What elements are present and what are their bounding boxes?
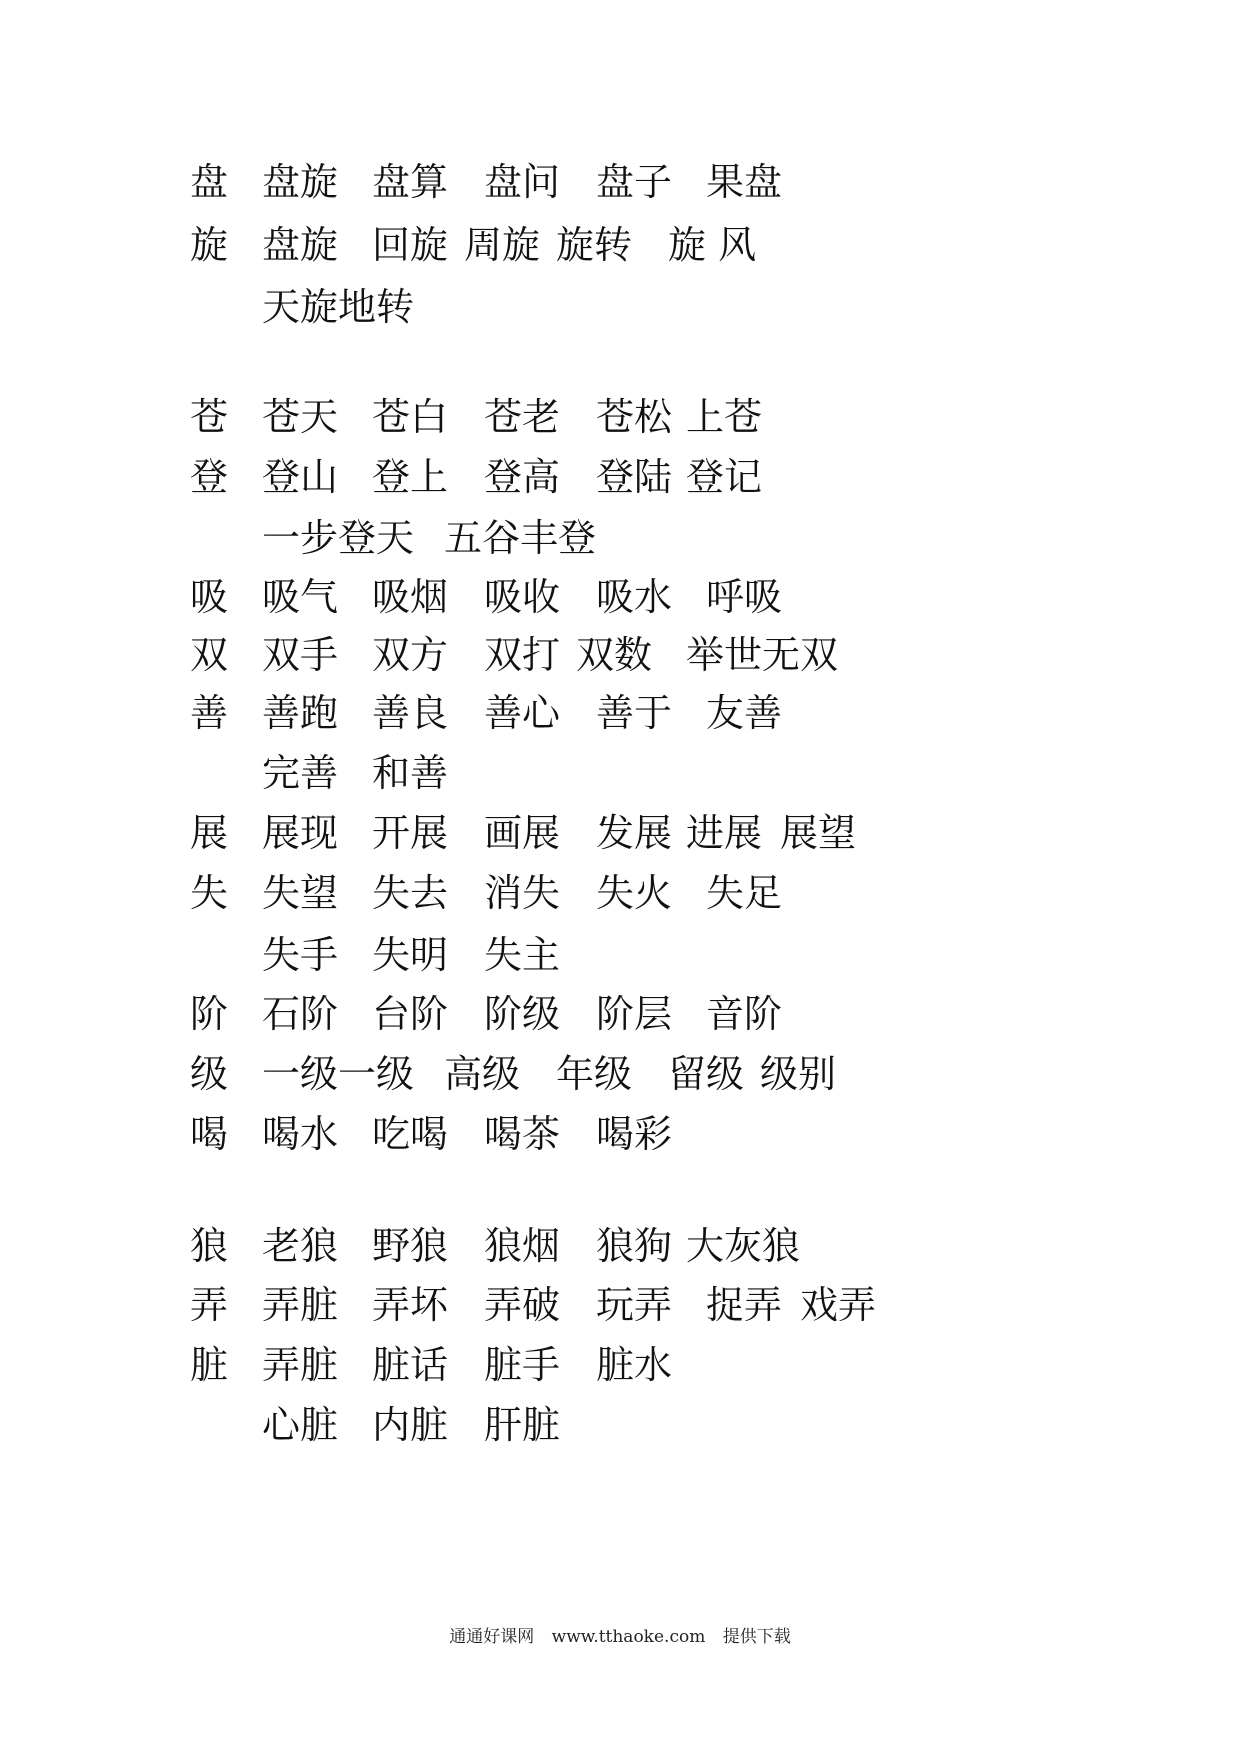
head-character: 展 xyxy=(190,811,229,855)
footer-site-name: 通通好课网 xyxy=(449,1627,535,1647)
word-entry: 脏话 xyxy=(372,1343,449,1387)
head-character: 吸 xyxy=(190,575,229,619)
word-entry: 喝茶 xyxy=(484,1112,561,1156)
word-entry: 盘旋 xyxy=(262,160,339,204)
page-footer xyxy=(0,1626,1240,1648)
word-entry: 登陆 xyxy=(596,455,673,499)
word-entry: 脏手 xyxy=(484,1343,561,1387)
word-entry: 留级 xyxy=(668,1052,745,1096)
word-entry: 喝彩 xyxy=(596,1112,673,1156)
word-entry: 双方 xyxy=(372,633,449,677)
word-entry: 盘子 xyxy=(596,160,673,204)
word-entry: 失手 xyxy=(262,933,339,977)
word-entry: 回旋 xyxy=(372,223,449,267)
word-entry: 野狼 xyxy=(372,1224,449,1268)
word-entry: 果盘 xyxy=(706,160,783,204)
word-entry: 天旋地转 xyxy=(262,285,415,329)
word-entry: 盘问 xyxy=(484,160,561,204)
head-character: 登 xyxy=(190,455,229,499)
word-entry: 展现 xyxy=(262,811,339,855)
word-entry: 登上 xyxy=(372,455,449,499)
head-character: 失 xyxy=(190,871,229,915)
word-entry: 阶级 xyxy=(484,992,561,1036)
word-entry: 弄破 xyxy=(484,1283,561,1327)
word-entry: 戏弄 xyxy=(800,1283,877,1327)
word-entry: 失火 xyxy=(596,871,673,915)
word-entry: 旋 风 xyxy=(668,223,757,267)
word-entry: 善良 xyxy=(372,691,449,735)
word-entry: 盘算 xyxy=(372,160,449,204)
head-character: 脏 xyxy=(190,1343,229,1387)
word-entry: 双数 xyxy=(576,633,653,677)
word-entry: 肝脏 xyxy=(484,1403,561,1447)
word-entry: 吃喝 xyxy=(372,1112,449,1156)
word-entry: 进展 xyxy=(686,811,763,855)
word-entry: 善跑 xyxy=(262,691,339,735)
word-entry: 苍松 xyxy=(596,395,673,439)
word-entry: 举世无双 xyxy=(686,633,839,677)
word-entry: 苍老 xyxy=(484,395,561,439)
word-entry: 内脏 xyxy=(372,1403,449,1447)
word-entry: 阶层 xyxy=(596,992,673,1036)
head-character: 旋 xyxy=(190,223,229,267)
word-entry: 捉弄 xyxy=(706,1283,783,1327)
word-entry: 上苍 xyxy=(686,395,763,439)
word-entry: 老狼 xyxy=(262,1224,339,1268)
word-entry: 画展 xyxy=(484,811,561,855)
word-entry: 心脏 xyxy=(262,1403,339,1447)
word-entry: 级别 xyxy=(760,1052,837,1096)
word-entry: 发展 xyxy=(596,811,673,855)
word-entry: 失明 xyxy=(372,933,449,977)
head-character: 阶 xyxy=(190,992,229,1036)
word-entry: 旋转 xyxy=(556,223,633,267)
word-entry: 五谷丰登 xyxy=(444,516,597,560)
word-entry: 失去 xyxy=(372,871,449,915)
word-entry: 双手 xyxy=(262,633,339,677)
word-entry: 苍白 xyxy=(372,395,449,439)
word-entry: 登高 xyxy=(484,455,561,499)
footer-url: www.tthaoke.com xyxy=(551,1627,706,1647)
head-character: 双 xyxy=(190,633,229,677)
word-entry: 开展 xyxy=(372,811,449,855)
word-entry: 脏水 xyxy=(596,1343,673,1387)
head-character: 善 xyxy=(190,691,229,735)
word-entry: 弄脏 xyxy=(262,1343,339,1387)
word-entry: 吸收 xyxy=(484,575,561,619)
word-entry: 苍天 xyxy=(262,395,339,439)
head-character: 狼 xyxy=(190,1224,229,1268)
word-entry: 双打 xyxy=(484,633,561,677)
footer-suffix: 提供下载 xyxy=(722,1627,791,1647)
word-entry: 年级 xyxy=(556,1052,633,1096)
word-entry: 吸水 xyxy=(596,575,673,619)
head-character: 弄 xyxy=(190,1283,229,1327)
word-entry: 狼烟 xyxy=(484,1224,561,1268)
word-entry: 完善 xyxy=(262,751,339,795)
head-character: 喝 xyxy=(190,1112,229,1156)
word-entry: 善于 xyxy=(596,691,673,735)
head-character: 级 xyxy=(190,1052,229,1096)
word-entry: 弄脏 xyxy=(262,1283,339,1327)
word-entry: 台阶 xyxy=(372,992,449,1036)
word-entry: 失足 xyxy=(706,871,783,915)
head-character: 盘 xyxy=(190,160,229,204)
word-entry: 失主 xyxy=(484,933,561,977)
word-entry: 和善 xyxy=(372,751,449,795)
word-entry: 友善 xyxy=(706,691,783,735)
word-entry: 登记 xyxy=(686,455,763,499)
word-entry: 一级一级 xyxy=(262,1052,415,1096)
word-entry: 展望 xyxy=(780,811,857,855)
word-entry: 一步登天 xyxy=(262,516,415,560)
word-entry: 石阶 xyxy=(262,992,339,1036)
word-entry: 喝水 xyxy=(262,1112,339,1156)
head-character: 苍 xyxy=(190,395,229,439)
word-entry: 吸气 xyxy=(262,575,339,619)
word-entry: 周旋 xyxy=(464,223,541,267)
word-entry: 狼狗 xyxy=(596,1224,673,1268)
word-entry: 失望 xyxy=(262,871,339,915)
word-entry: 消失 xyxy=(484,871,561,915)
word-entry: 盘旋 xyxy=(262,223,339,267)
word-entry: 吸烟 xyxy=(372,575,449,619)
word-entry: 善心 xyxy=(484,691,561,735)
word-entry: 登山 xyxy=(262,455,339,499)
word-entry: 音阶 xyxy=(706,992,783,1036)
word-entry: 玩弄 xyxy=(596,1283,673,1327)
word-entry: 呼吸 xyxy=(706,575,783,619)
word-entry: 高级 xyxy=(444,1052,521,1096)
word-entry: 弄坏 xyxy=(372,1283,449,1327)
word-entry: 大灰狼 xyxy=(686,1224,801,1268)
